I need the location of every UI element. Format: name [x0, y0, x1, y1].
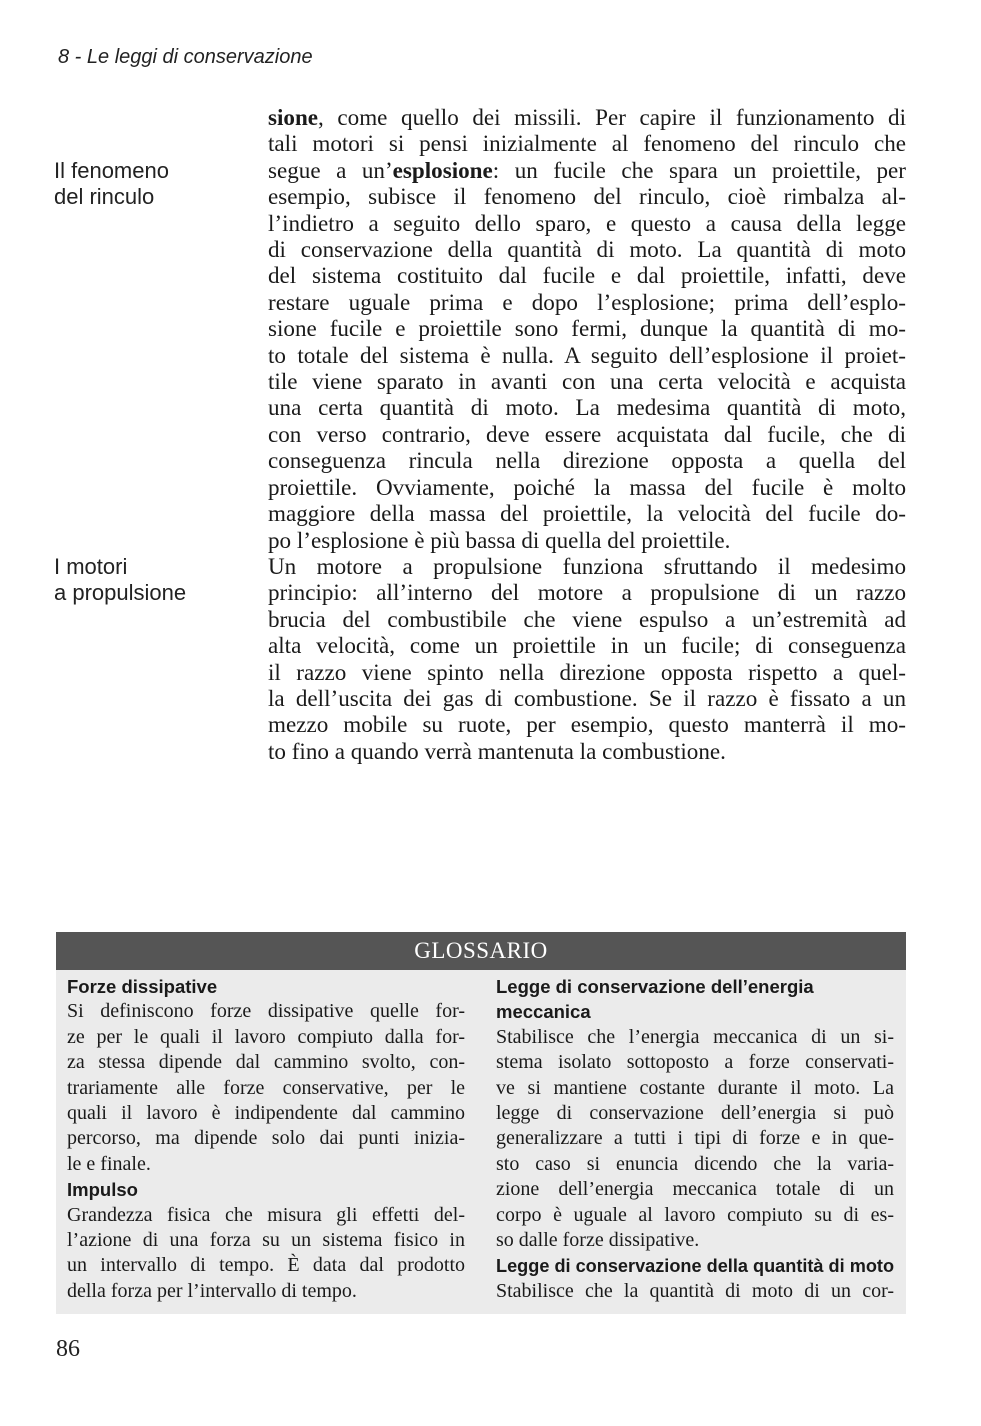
text-line: di conservazione della quantità di moto. La quantità di moto: [268, 236, 906, 263]
glossary-column-left: [67, 974, 465, 1304]
text-line: mezzo mobile su ruote, per esempio, questo manterrà il mo-: [268, 711, 906, 738]
glossary-definition: [67, 999, 465, 1177]
margin-note-line: a propulsione: [54, 580, 187, 605]
glossary-entry: [496, 1253, 894, 1304]
text-line: maggiore della massa del proiettile, la velocità del fucile do-: [268, 500, 906, 527]
text-line: stema isolato sottoposto a forze conservati-: [496, 1051, 894, 1074]
text-line: legge di conservazione dell’energia si può: [496, 1102, 894, 1125]
text-line: zione dell’energia meccanica totale di un: [496, 1178, 894, 1201]
text-line: quali il lavoro è indipendente dal cammino: [67, 1102, 465, 1125]
glossary-term: Forze dissipative: [67, 976, 218, 997]
text-line: brucia del combustibile che viene espulso a un’estremità ad: [268, 605, 906, 632]
bold-term: esplosione: [392, 156, 493, 183]
glossary-definition: [496, 1279, 894, 1304]
text-line: po l’esplosione è più bassa di quella del proiettile.: [268, 526, 731, 553]
text-line: restare uguale prima e dopo l’esplosione; prima dell’esplo-: [268, 288, 906, 315]
text-line: sione, come quello dei missili. Per capire il funzionamento di: [268, 104, 906, 130]
text-line: sione fucile e proiettile sono fermi, dunque la quantità di mo-: [268, 315, 906, 342]
margin-note-line: I motori: [54, 554, 128, 579]
text-line: ve si mantiene costante durante il moto. La: [496, 1076, 894, 1099]
glossary-term: meccanica: [496, 1001, 591, 1023]
text-line: to fino a quando verrà mantenuta la combustione.: [268, 737, 726, 764]
text-line: ze per le quali il lavoro compiuto dalla for-: [67, 1025, 465, 1048]
running-header: 8 - Le leggi di conservazione: [58, 46, 313, 68]
margin-note-line: del rinculo: [54, 184, 155, 209]
text-line: principio: all’interno del motore a propulsione di un razzo: [268, 579, 906, 606]
margin-note-rinculo: [54, 158, 234, 210]
text-line: un intervallo di tempo. È data dal prodotto: [67, 1254, 465, 1277]
text-line: trariamente alle forze conservative, per le: [67, 1076, 465, 1099]
text-line: Stabilisce che la quantità di moto di un cor-: [496, 1279, 894, 1302]
text-line: segue a un’esplosione: un fucile che spara un proiettile, per: [268, 156, 906, 183]
text-line: so dalle forze dissipative.: [496, 1229, 700, 1252]
page-number: 86: [56, 1336, 80, 1362]
text-line: tile viene sparato in avanti con una certa velocità e acquista: [268, 368, 906, 395]
glossary-box: [56, 932, 906, 1314]
glossary-title: GLOSSARIO: [56, 932, 906, 970]
text-line: proiettile. Ovviamente, poiché la massa del fucile è molto: [268, 473, 906, 500]
glossary-definition: [67, 1203, 465, 1305]
text-line: Un motore a propulsione funziona sfruttando il medesimo: [268, 552, 906, 579]
text-line: della forza per l’intervallo di tempo.: [67, 1279, 357, 1302]
text-line: Grandezza fisica che misura gli effetti del-: [67, 1203, 465, 1226]
paragraph-motori: [268, 553, 906, 764]
text-line: za stessa dipende dal cammino svolto, con-: [67, 1051, 465, 1074]
text-line: tali motori si pensi inizialmente al fenomeno del rinculo che: [268, 130, 906, 157]
text-line: to totale del sistema è nulla. A seguito dell’esplosione il proiet-: [268, 341, 906, 368]
text-line: una certa quantità di moto. La medesima quantità di moto,: [268, 394, 906, 421]
text-line: la dell’uscita dei gas di combustione. Se il razzo è fissato a un: [268, 684, 906, 711]
text-line: Si definiscono forze dissipative quelle for-: [67, 1000, 465, 1023]
main-text: [268, 104, 906, 764]
text-line: esempio, subisce il fenomeno del rinculo, cioè rimbalza al-: [268, 183, 906, 210]
text-line: percorso, ma dipende solo dai punti inizia-: [67, 1127, 465, 1150]
text-line: generalizzare a tutti i tipi di forze e in que-: [496, 1127, 894, 1150]
glossary-column-right: [496, 974, 894, 1304]
text-line: l’indietro a seguito dello sparo, e questo a causa della legge: [268, 209, 906, 236]
text-line: il razzo viene spinto nella direzione opposta rispetto a quel-: [268, 658, 906, 685]
text-line: con verso contrario, deve essere acquistata dal fucile, che di: [268, 420, 906, 447]
text-line: sto caso si enuncia dicendo che la varia-: [496, 1152, 894, 1175]
glossary-term: Legge di conservazione della quantità di moto: [496, 1255, 895, 1277]
text-line: le e finale.: [67, 1152, 151, 1175]
text-line: alta velocità, come un proiettile in un fucile; di conseguenza: [268, 632, 906, 659]
glossary-term: Impulso: [67, 1179, 138, 1201]
glossary-entry: [67, 1177, 465, 1304]
text-line: l’azione di una forza su un sistema fisico in: [67, 1229, 465, 1252]
margin-note-motori: [54, 554, 234, 606]
glossary-definition: [496, 1025, 894, 1254]
paragraph-rinculo: [268, 183, 906, 553]
text-line: conseguenza rincula nella direzione opposta a quella del: [268, 447, 906, 474]
text-line: corpo è uguale al lavoro compiuto su di es-: [496, 1203, 894, 1226]
glossary-term: Legge di conservazione dell’energia: [496, 976, 814, 997]
margin-note-line: Il fenomeno: [54, 158, 169, 183]
bold-term: sione: [268, 104, 319, 130]
text-line: del sistema costituito dal fucile e dal proiettile, infatti, deve: [268, 262, 906, 289]
glossary-entry: [67, 974, 465, 1177]
glossary-entry: [496, 974, 894, 1253]
text-line: Stabilisce che l’energia meccanica di un si-: [496, 1025, 894, 1048]
